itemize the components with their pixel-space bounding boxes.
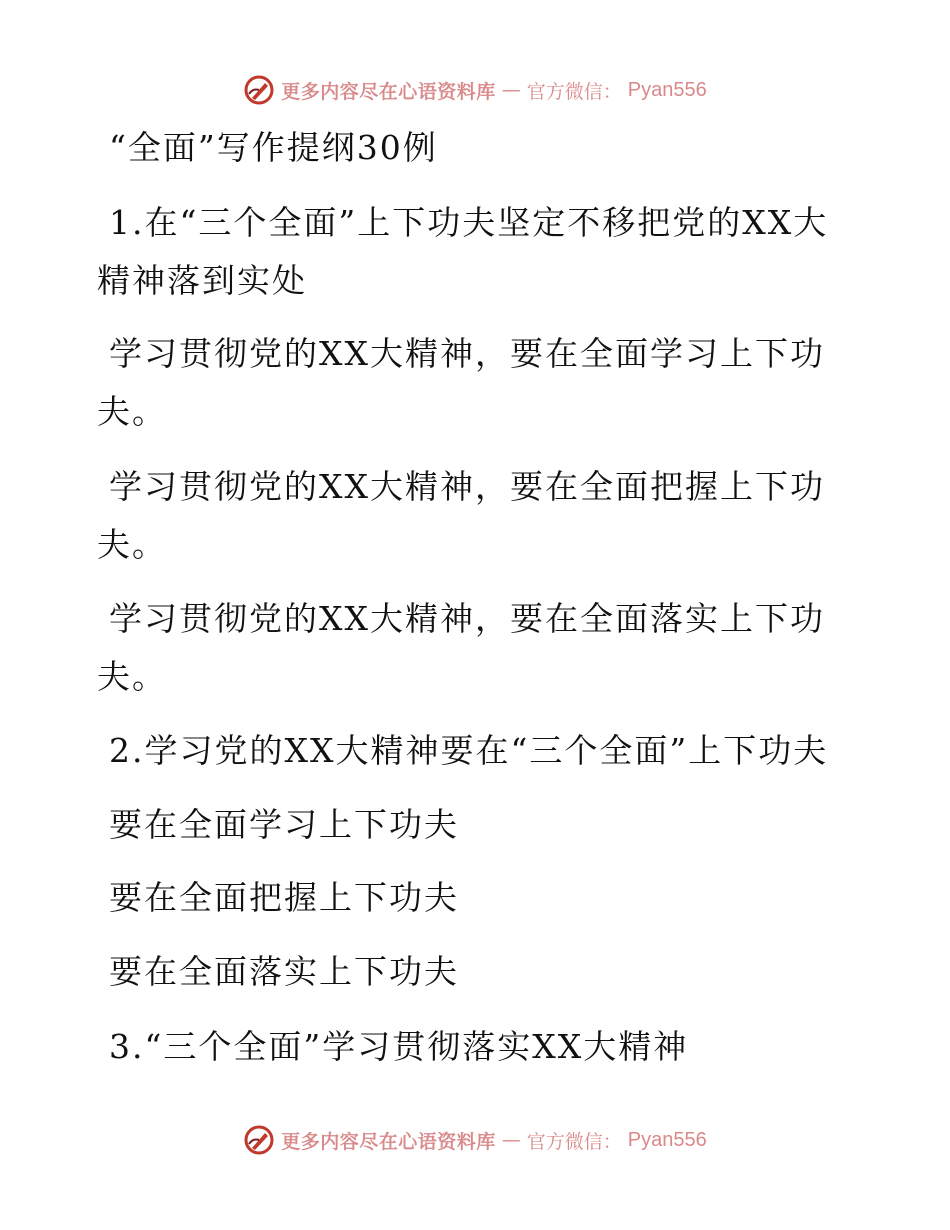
paragraph-line: 学习贯彻党的XX大精神，要在全面把握上下功	[109, 467, 825, 506]
header-watermark	[0, 70, 950, 110]
paragraph-line: 夫。	[97, 657, 167, 696]
document-title: “全面”写作提纲30例	[109, 128, 438, 167]
footer-watermark	[0, 1120, 950, 1160]
section-1-heading-line-1: 1.在“三个全面”上下功夫坚定不移把党的XX大	[109, 203, 829, 242]
list-item: 要在全面落实上下功夫	[109, 952, 459, 991]
watermark-wechat-id: Pyan556	[627, 1128, 707, 1151]
pen-logo-icon	[243, 74, 275, 106]
paragraph-line: 学习贯彻党的XX大精神，要在全面学习上下功	[109, 334, 825, 373]
paragraph-line: 夫。	[97, 392, 167, 431]
section-1-heading-line-2: 精神落到实处	[97, 261, 307, 300]
watermark-dash: —	[501, 79, 521, 101]
section-2-heading: 2.学习党的XX大精神要在“三个全面”上下功夫	[109, 731, 829, 770]
watermark-sub-text: 官方微信：	[526, 80, 622, 103]
watermark-dash: —	[501, 1129, 521, 1151]
pen-logo-icon	[243, 1124, 275, 1156]
watermark-main-text: 更多内容尽在心语资料库	[281, 80, 496, 103]
section-3-heading: 3.“三个全面”学习贯彻落实XX大精神	[109, 1027, 689, 1066]
paragraph-line: 学习贯彻党的XX大精神，要在全面落实上下功	[109, 599, 825, 638]
list-item: 要在全面学习上下功夫	[109, 805, 459, 844]
watermark-main-text: 更多内容尽在心语资料库	[281, 1130, 496, 1153]
watermark-sub-text: 官方微信：	[526, 1130, 622, 1153]
list-item: 要在全面把握上下功夫	[109, 878, 459, 917]
watermark-wechat-id: Pyan556	[627, 78, 707, 101]
paragraph-line: 夫。	[97, 525, 167, 564]
